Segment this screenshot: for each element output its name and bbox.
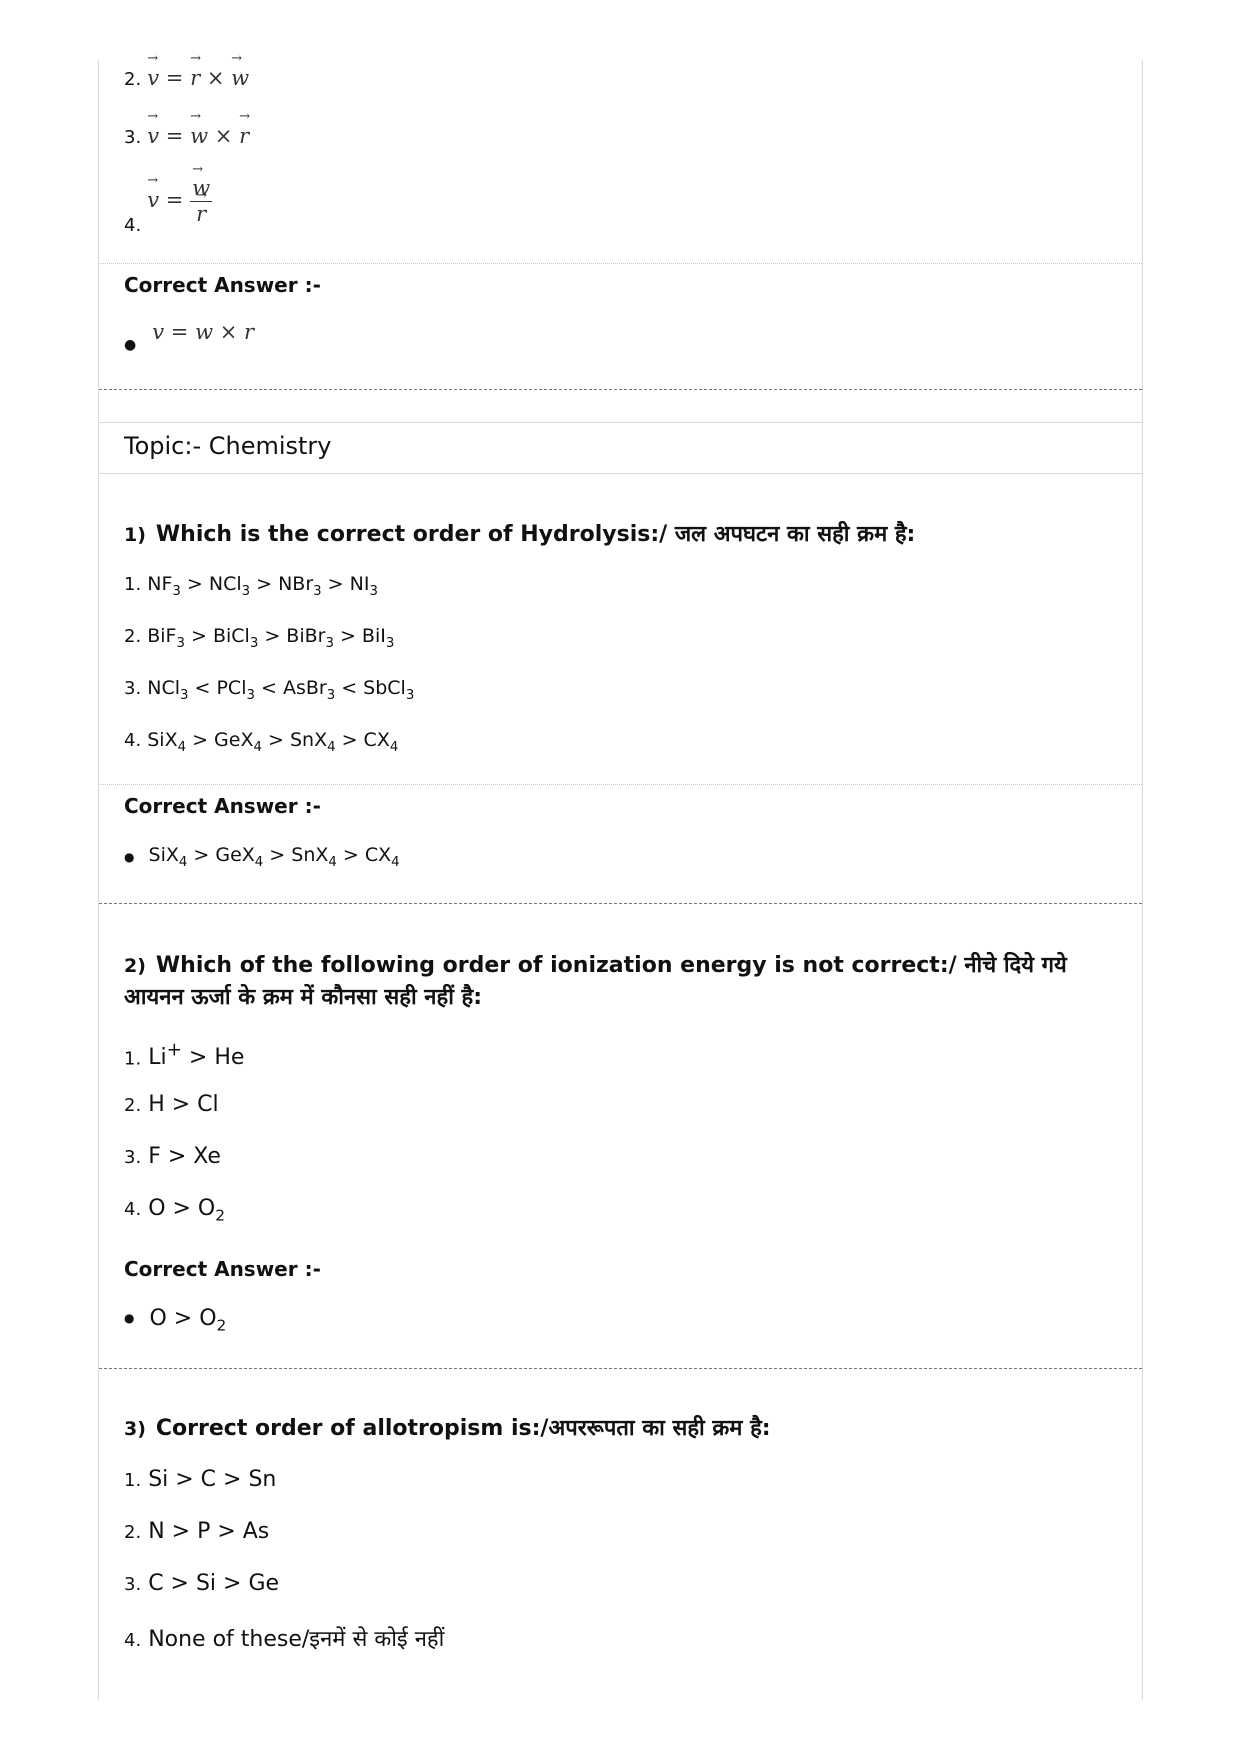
question-panel-frame	[98, 60, 1143, 1700]
option-text: $O > O_2$	[148, 1196, 226, 1225]
option-text: $NF_3 > NCl_3 > NBr_3 > NI_3$	[147, 573, 378, 599]
question-divider	[99, 903, 1142, 904]
formula: → v = → r × → w	[147, 66, 249, 90]
q3-option-1: 1. Si > C > Sn	[124, 1467, 277, 1492]
prev-option-4: 4. → v = → w → r	[124, 178, 212, 225]
bullet-icon: ●	[124, 850, 135, 864]
correct-answer-label: Correct Answer :-	[124, 273, 321, 297]
option-text: Li+ > He	[148, 1040, 245, 1071]
correct-answer-label: Correct Answer :-	[124, 1257, 321, 1281]
option-text: F > Xe	[148, 1144, 221, 1169]
separator	[99, 263, 1142, 264]
question-3: 3) Correct order of allotropism is:/अपररूपता का सही क्रम है:	[124, 1416, 771, 1441]
option-text: C > Si > Ge	[148, 1571, 280, 1596]
q1-option-1: 1. $NF_3 > NCl_3 > NBr_3 > NI_3$	[124, 573, 378, 599]
option-text: None of these/इनमें से कोई नहीं	[148, 1627, 445, 1652]
option-text: N > P > As	[148, 1519, 270, 1544]
q2-option-3: 3. F > Xe	[124, 1144, 221, 1169]
separator	[99, 784, 1142, 785]
fraction: → w → r	[190, 178, 212, 225]
option-text: NCl$_3$ < PCl$_3$ < AsBr$_3$ < SbCl$_3$	[147, 677, 415, 703]
prev-option-3: 3. → v = → w × → r	[124, 124, 249, 148]
correct-answer: $_●$ v = w × r	[124, 320, 255, 353]
topic-title: Topic:- Chemistry	[124, 432, 332, 460]
q2-option-4: 4. $O > O_2$	[124, 1196, 226, 1225]
question-divider	[99, 389, 1142, 390]
correct-answer: ● $SiX_4 > GeX_4 > SnX_4 > CX_4$	[124, 844, 400, 870]
q2-option-2: 2. H > Cl	[124, 1092, 219, 1117]
bullet-icon: ●	[124, 337, 137, 353]
prev-option-2: 2. → v = → r × → w	[124, 66, 249, 90]
topic-bottom-border	[99, 473, 1142, 474]
question-2: 2) Which of the following order of ionization energy is not correct:/ नीचे दिये गये आयनन ऊर्जा के क्रम में कौनसा सही नहीं है:	[124, 953, 1067, 1010]
q1-option-4: 4. $SiX_4 > GeX_4 > SnX_4 > CX_4$	[124, 729, 399, 755]
q1-option-3: 3. NCl$_3$ < PCl$_3$ < AsBr$_3$ < SbCl$_3$	[124, 677, 415, 703]
q3-option-4: 4. None of these/इनमें से कोई नहीं	[124, 1627, 445, 1652]
option-text: H > Cl	[148, 1092, 219, 1117]
formula: → v = → w × → r	[147, 124, 249, 148]
correct-answer-label: Correct Answer :-	[124, 794, 321, 818]
topic-top-border	[99, 422, 1142, 423]
formula: → v = → w → r	[147, 188, 212, 212]
question-divider	[99, 1368, 1142, 1369]
option-text: $SiX_4 > GeX_4 > SnX_4 > CX_4$	[147, 729, 399, 755]
correct-answer: ● $O > O_2$	[124, 1306, 227, 1335]
q3-option-2: 2. N > P > As	[124, 1519, 270, 1544]
bullet-icon: ●	[124, 1311, 135, 1325]
q3-option-3: 3. C > Si > Ge	[124, 1571, 280, 1596]
option-text: BiF$_3$ > BiCl$_3$ > BiBr$_3$ > BiI$_3$	[147, 625, 395, 651]
option-text: Si > C > Sn	[148, 1467, 277, 1492]
q2-option-1: 1. Li+ > He	[124, 1040, 245, 1071]
q1-option-2: 2. BiF$_3$ > BiCl$_3$ > BiBr$_3$ > BiI$_3$	[124, 625, 395, 651]
question-1: 1) Which is the correct order of Hydrolysis:/ जल अपघटन का सही क्रम है:	[124, 522, 916, 547]
